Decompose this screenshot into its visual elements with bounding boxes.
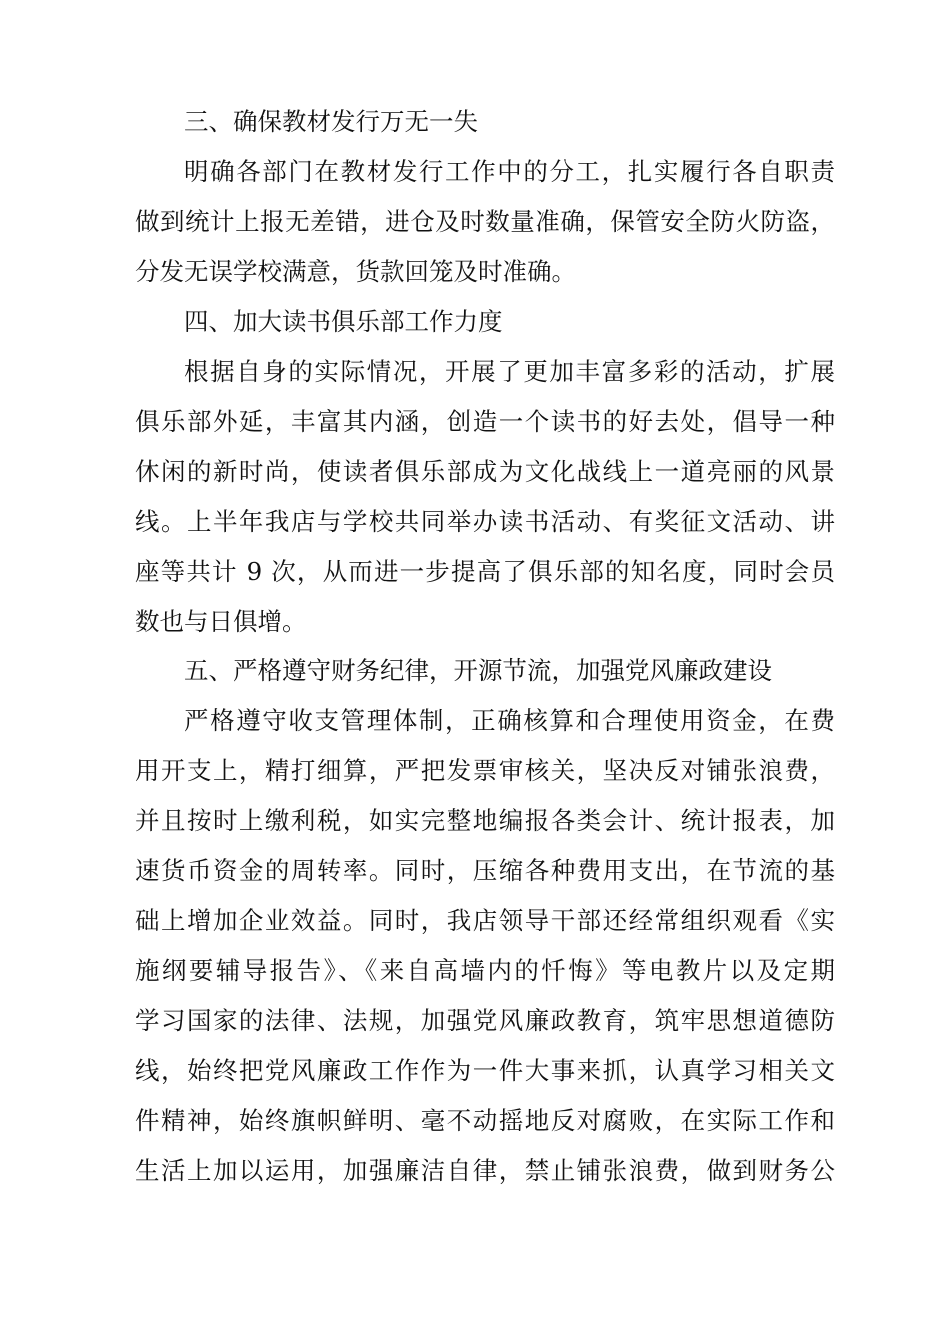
paragraph-line: 件精神，始终旗帜鲜明、毫不动摇地反对腐败，在实际工作和 (135, 1106, 835, 1135)
paragraph-line: 施纲要辅导报告》、《来自高墙内的忏悔》等电教片以及定期 (135, 956, 835, 985)
section-heading-5: 五、严格遵守财务纪律，开源节流，加强党风廉政建设 (184, 656, 772, 685)
paragraph-line: 线。上半年我店与学校共同举办读书活动、有奖征文活动、讲 (135, 507, 835, 536)
paragraph-line: 用开支上，精打细算，严把发票审核关，坚决反对铺张浪费， (135, 756, 835, 785)
paragraph-line: 数也与日俱增。 (135, 607, 307, 636)
paragraph-line: 并且按时上缴利税，如实完整地编报各类会计、统计报表，加 (135, 806, 835, 835)
paragraph-line: 线，始终把党风廉政工作作为一件大事来抓，认真学习相关文 (135, 1056, 835, 1085)
section-heading-4: 四、加大读书俱乐部工作力度 (184, 307, 503, 336)
paragraph-line: 严格遵守收支管理体制，正确核算和合理使用资金，在费 (184, 706, 835, 735)
paragraph-line: 学习国家的法律、法规，加强党风廉政教育，筑牢思想道德防 (135, 1006, 835, 1035)
paragraph-line: 速货币资金的周转率。同时，压缩各种费用支出，在节流的基 (135, 856, 835, 885)
paragraph-line: 明确各部门在教材发行工作中的分工，扎实履行各自职责 (184, 157, 835, 186)
paragraph-line: 座等共计 9 次，从而进一步提高了俱乐部的知名度，同时会员 (135, 557, 835, 586)
paragraph-line: 分发无误学校满意，货款回笼及时准确。 (135, 257, 576, 286)
paragraph-line: 根据自身的实际情况，开展了更加丰富多彩的活动，扩展 (184, 357, 835, 386)
paragraph-line: 俱乐部外延，丰富其内涵，创造一个读书的好去处，倡导一种 (135, 407, 835, 436)
paragraph-line: 生活上加以运用，加强廉洁自律，禁止铺张浪费，做到财务公 (135, 1156, 835, 1185)
paragraph-line: 休闲的新时尚，使读者俱乐部成为文化战线上一道亮丽的风景 (135, 457, 835, 486)
section-heading-3: 三、确保教材发行万无一失 (184, 107, 478, 136)
paragraph-line: 础上增加企业效益。同时，我店领导干部还经常组织观看《实 (135, 906, 835, 935)
paragraph-line: 做到统计上报无差错，进仓及时数量准确，保管安全防火防盗， (135, 207, 835, 236)
